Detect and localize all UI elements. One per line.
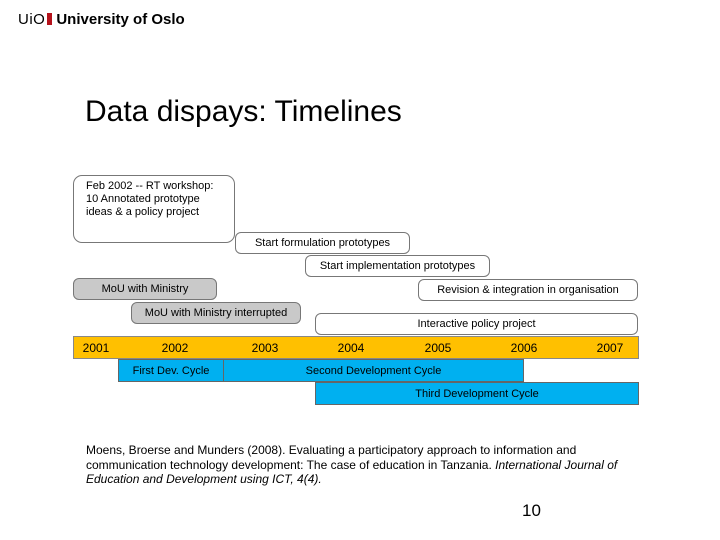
workshop-note-line: ideas & a policy project xyxy=(86,206,200,218)
start-formulation-box: Start formulation prototypes xyxy=(235,232,410,254)
citation-journal: International Journal of Education and Development using ICT, 4(4). xyxy=(86,457,618,486)
logo-text: University of Oslo xyxy=(56,11,185,28)
start-implementation-box: Start implementation prototypes xyxy=(305,255,490,277)
year-label: 2003 xyxy=(251,341,279,355)
slide-title: Data dispays: Timelines xyxy=(85,95,402,128)
year-label: 2005 xyxy=(424,341,452,355)
logo-abbreviation: UiO xyxy=(18,11,46,28)
revision-integration-box: Revision & integration in organisation xyxy=(418,279,638,301)
university-logo xyxy=(18,11,185,28)
year-label: 2002 xyxy=(161,341,189,355)
year-label: 2001 xyxy=(82,341,110,355)
second-dev-cycle: Second Development Cycle xyxy=(223,359,524,382)
workshop-note-line: Feb 2002 -- RT workshop: xyxy=(86,180,214,192)
reference-citation xyxy=(86,443,646,487)
first-dev-cycle: First Dev. Cycle xyxy=(118,359,224,382)
year-axis-bar xyxy=(73,336,639,359)
year-label: 2004 xyxy=(337,341,365,355)
mou-ministry-box: MoU with Ministry xyxy=(73,278,217,300)
page-number: 10 xyxy=(522,501,541,520)
third-dev-cycle: Third Development Cycle xyxy=(315,382,639,405)
mou-interrupted-box: MoU with Ministry interrupted xyxy=(131,302,301,324)
year-label: 2007 xyxy=(596,341,624,355)
citation-text: Moens, Broerse and Munders (2008). Evaluating a participatory approach to information and communication technology development: The case of education in Tanzania. xyxy=(86,443,577,472)
year-label: 2006 xyxy=(510,341,538,355)
interactive-policy-box: Interactive policy project xyxy=(315,313,638,335)
logo-separator xyxy=(47,13,52,25)
workshop-note xyxy=(73,175,235,243)
workshop-note-line: 10 Annotated prototype xyxy=(86,193,200,205)
